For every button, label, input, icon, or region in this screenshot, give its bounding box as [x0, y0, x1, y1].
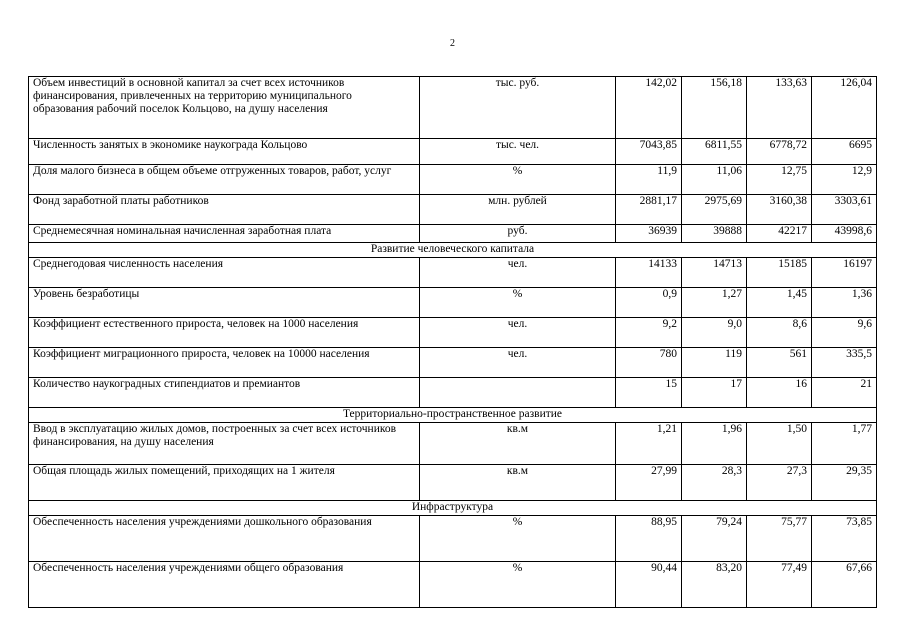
value-cell: 16197 [812, 258, 877, 288]
table-row [29, 165, 877, 195]
section-title: Инфраструктура [29, 501, 877, 516]
value-cell: 1,36 [812, 288, 877, 318]
indicator-cell: Численность занятых в экономике наукограда Кольцово [29, 139, 420, 165]
value-cell: 28,3 [682, 465, 747, 501]
table-row [29, 318, 877, 348]
table-row [29, 288, 877, 318]
table-row [29, 258, 877, 288]
unit-cell: % [420, 516, 616, 562]
section-title: Территориально-пространственное развитие [29, 408, 877, 423]
value-cell: 11,9 [616, 165, 682, 195]
value-cell: 9,6 [812, 318, 877, 348]
value-cell: 2881,17 [616, 195, 682, 225]
value-cell: 1,96 [682, 423, 747, 465]
value-cell: 29,35 [812, 465, 877, 501]
value-cell: 3303,61 [812, 195, 877, 225]
section-header-row [29, 243, 877, 258]
section-header-row [29, 408, 877, 423]
table-row [29, 423, 877, 465]
value-cell: 39888 [682, 225, 747, 243]
value-cell: 1,27 [682, 288, 747, 318]
indicator-cell: Количество наукоградных стипендиатов и премиантов [29, 378, 420, 408]
value-cell: 9,2 [616, 318, 682, 348]
value-cell: 42217 [747, 225, 812, 243]
value-cell: 73,85 [812, 516, 877, 562]
value-cell: 6811,55 [682, 139, 747, 165]
value-cell: 12,75 [747, 165, 812, 195]
value-cell: 27,3 [747, 465, 812, 501]
value-cell: 83,20 [682, 562, 747, 608]
unit-cell: тыс. руб. [420, 77, 616, 139]
section-title: Развитие человеческого капитала [29, 243, 877, 258]
value-cell: 1,45 [747, 288, 812, 318]
value-cell: 36939 [616, 225, 682, 243]
page-number: 2 [450, 38, 455, 49]
value-cell: 142,02 [616, 77, 682, 139]
unit-cell: чел. [420, 258, 616, 288]
value-cell: 7043,85 [616, 139, 682, 165]
value-cell: 21 [812, 378, 877, 408]
value-cell: 3160,38 [747, 195, 812, 225]
indicator-cell: Ввод в эксплуатацию жилых домов, построенных за счет всех источников финансирования, на душу населения [29, 423, 420, 465]
value-cell: 12,9 [812, 165, 877, 195]
value-cell: 16 [747, 378, 812, 408]
value-cell: 17 [682, 378, 747, 408]
unit-cell: чел. [420, 348, 616, 378]
value-cell: 156,18 [682, 77, 747, 139]
value-cell: 780 [616, 348, 682, 378]
indicator-cell: Среднегодовая численность населения [29, 258, 420, 288]
indicators-table [28, 76, 877, 608]
table-row [29, 378, 877, 408]
value-cell: 90,44 [616, 562, 682, 608]
indicator-cell: Объем инвестиций в основной капитал за счет всех источников финансирования, привлеченных на территорию муниципального образования рабочий поселок Кольцово, на душу населения [29, 77, 420, 139]
value-cell: 11,06 [682, 165, 747, 195]
value-cell: 75,77 [747, 516, 812, 562]
indicator-cell: Уровень безработицы [29, 288, 420, 318]
value-cell: 9,0 [682, 318, 747, 348]
unit-cell [420, 378, 616, 408]
value-cell: 6778,72 [747, 139, 812, 165]
value-cell: 27,99 [616, 465, 682, 501]
indicator-cell: Обеспеченность населения учреждениями дошкольного образования [29, 516, 420, 562]
indicator-cell: Коэффициент миграционного прироста, человек на 10000 населения [29, 348, 420, 378]
table-row [29, 562, 877, 608]
table-row [29, 348, 877, 378]
unit-cell: чел. [420, 318, 616, 348]
value-cell: 1,21 [616, 423, 682, 465]
value-cell: 133,63 [747, 77, 812, 139]
value-cell: 43998,6 [812, 225, 877, 243]
value-cell: 6695 [812, 139, 877, 165]
value-cell: 15185 [747, 258, 812, 288]
unit-cell: руб. [420, 225, 616, 243]
value-cell: 67,66 [812, 562, 877, 608]
table-row [29, 77, 877, 139]
value-cell: 15 [616, 378, 682, 408]
value-cell: 561 [747, 348, 812, 378]
value-cell: 14713 [682, 258, 747, 288]
unit-cell: кв.м [420, 423, 616, 465]
indicator-cell: Фонд заработной платы работников [29, 195, 420, 225]
indicator-cell: Среднемесячная номинальная начисленная заработная плата [29, 225, 420, 243]
value-cell: 14133 [616, 258, 682, 288]
value-cell: 0,9 [616, 288, 682, 318]
table-row [29, 225, 877, 243]
value-cell: 88,95 [616, 516, 682, 562]
indicator-cell: Общая площадь жилых помещений, приходящих на 1 жителя [29, 465, 420, 501]
value-cell: 1,77 [812, 423, 877, 465]
table-row [29, 516, 877, 562]
table-row [29, 195, 877, 225]
unit-cell: % [420, 165, 616, 195]
value-cell: 119 [682, 348, 747, 378]
indicator-cell: Доля малого бизнеса в общем объеме отгруженных товаров, работ, услуг [29, 165, 420, 195]
value-cell: 77,49 [747, 562, 812, 608]
unit-cell: кв.м [420, 465, 616, 501]
table-row [29, 139, 877, 165]
unit-cell: % [420, 288, 616, 318]
table-row [29, 465, 877, 501]
value-cell: 335,5 [812, 348, 877, 378]
unit-cell: % [420, 562, 616, 608]
unit-cell: тыс. чел. [420, 139, 616, 165]
unit-cell: млн. рублей [420, 195, 616, 225]
value-cell: 1,50 [747, 423, 812, 465]
indicator-cell: Обеспеченность населения учреждениями общего образования [29, 562, 420, 608]
value-cell: 2975,69 [682, 195, 747, 225]
value-cell: 79,24 [682, 516, 747, 562]
indicator-cell: Коэффициент естественного прироста, человек на 1000 населения [29, 318, 420, 348]
value-cell: 126,04 [812, 77, 877, 139]
value-cell: 8,6 [747, 318, 812, 348]
section-header-row [29, 501, 877, 516]
